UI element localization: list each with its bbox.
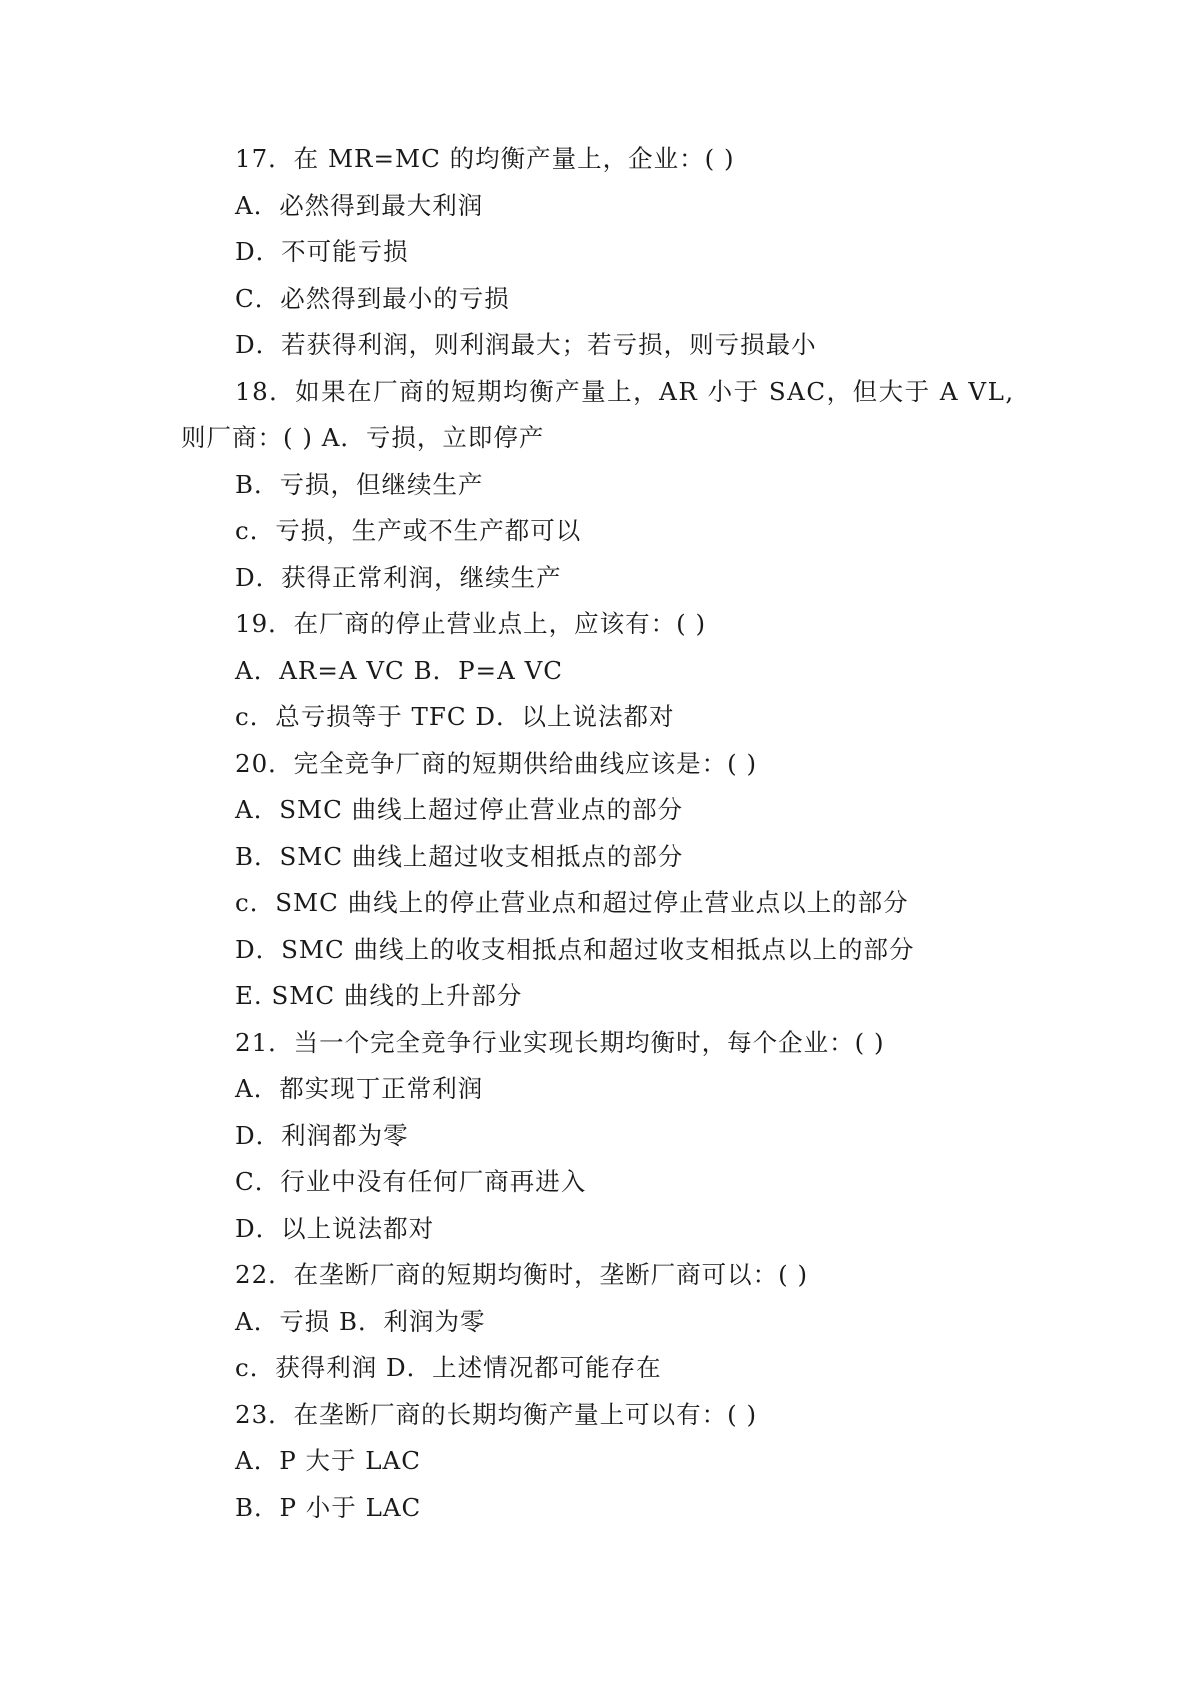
question-21-option-d2: D．以上说法都对 xyxy=(235,1213,435,1243)
question-17-stem: 17．在 MR=MC 的均衡产量上，企业：( ) xyxy=(235,144,735,173)
question-20-option-a: A．SMC 曲线上超过停止营业点的部分 xyxy=(235,795,684,824)
question-19-options-ab: A．AR=A VC B．P=A VC xyxy=(235,655,564,685)
question-17-option-c: C．必然得到最小的亏损 xyxy=(235,283,510,313)
question-17-option-a: A．必然得到最大利润 xyxy=(235,190,484,220)
question-23-option-b: B．P 小于 LAC xyxy=(235,1492,422,1522)
question-20-stem: 20．完全竞争厂商的短期供给曲线应该是：( ) xyxy=(235,748,758,778)
question-20-option-c: c．SMC 曲线上的停止营业点和超过停止营业点以上的部分 xyxy=(235,888,909,917)
question-20-option-b: B．SMC 曲线上超过收支相抵点的部分 xyxy=(235,841,684,871)
question-18-option-b: B．亏损，但继续生产 xyxy=(235,469,484,499)
question-list xyxy=(181,136,1031,1531)
question-18-option-c: c．亏损，生产或不生产都可以 xyxy=(235,516,582,545)
question-17-option-d1: D．不可能亏损 xyxy=(235,237,409,266)
question-21-option-a: A．都实现丁正常利润 xyxy=(235,1074,484,1103)
question-18-option-d: D．获得正常利润，继续生产 xyxy=(235,562,562,592)
question-22-options-ab: A．亏损 B．利润为零 xyxy=(235,1306,486,1336)
question-21-option-d1: D．利润都为零 xyxy=(235,1120,409,1150)
question-23-stem: 23．在垄断厂商的长期均衡产量上可以有：( ) xyxy=(235,1399,758,1429)
question-21-stem: 21．当一个完全竞争行业实现长期均衡时，每个企业：( ) xyxy=(235,1027,885,1057)
question-19-options-cd: c．总亏损等于 TFC D．以上说法都对 xyxy=(235,702,675,731)
question-23-option-a: A．P 大于 LAC xyxy=(235,1446,421,1475)
question-19-stem: 19．在厂商的停止营业点上，应该有：( ) xyxy=(235,609,707,638)
question-21-option-c: C．行业中没有任何厂商再进入 xyxy=(235,1167,587,1196)
question-20-option-e: E. SMC 曲线的上升部分 xyxy=(235,981,523,1010)
question-18-stem-continued: 则厂商：( ) A．亏损，立即停产 xyxy=(181,423,545,452)
question-22-options-cd: c．获得利润 D．上述情况都可能存在 xyxy=(235,1353,662,1382)
question-18-stem: 18．如果在厂商的短期均衡产量上，AR 小于 SAC，但大于 A VL, xyxy=(235,376,1015,406)
question-22-stem: 22．在垄断厂商的短期均衡时，垄断厂商可以：( ) xyxy=(235,1260,809,1289)
question-17-option-d2: D．若获得利润，则利润最大；若亏损，则亏损最小 xyxy=(235,330,817,359)
question-20-option-d: D．SMC 曲线上的收支相抵点和超过收支相抵点以上的部分 xyxy=(235,934,915,964)
